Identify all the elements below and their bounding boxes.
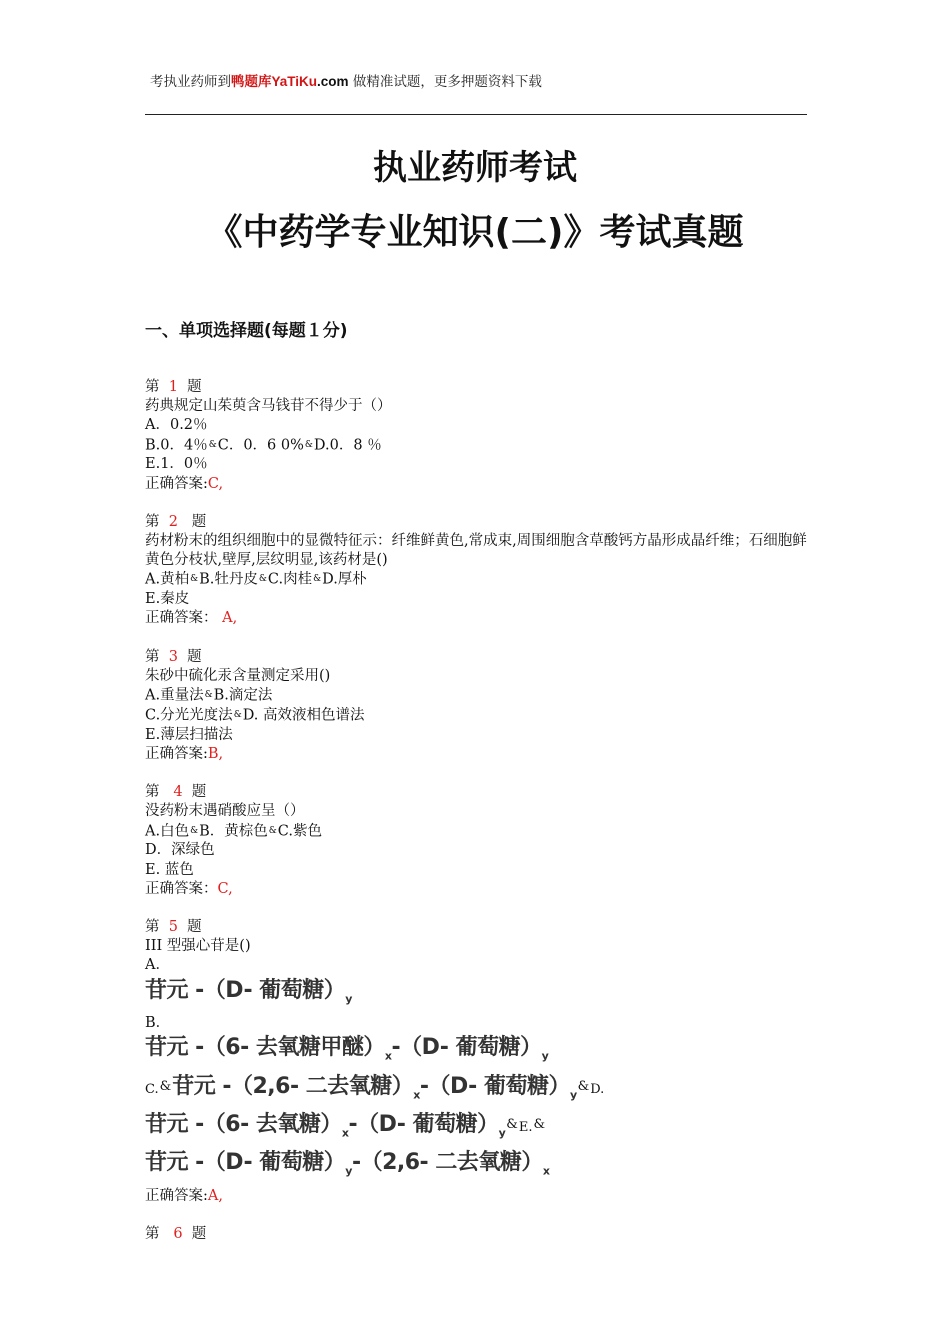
page-header [150, 70, 542, 90]
question-header: 第 4 题 [145, 784, 207, 801]
options-row [145, 686, 815, 706]
question-4 [145, 783, 815, 899]
questions-list [145, 378, 815, 1263]
option-d: D.厚朴 [322, 572, 367, 589]
separator-icon: & [190, 825, 199, 836]
section-title: 一、单项选择题(每题１分) [145, 321, 348, 341]
option-b: B.滴定法 [213, 687, 273, 704]
option-e: E.秦皮 [145, 591, 190, 608]
formula-option-a: 苷元 -（D- 葡萄糖）$_y$ [145, 977, 352, 1005]
separator-icon: & [304, 439, 313, 450]
question-stem: 没药粉末遇硝酸应呈（） [145, 803, 305, 820]
question-stem: 朱砂中硫化汞含量测定采用() [145, 667, 331, 684]
answer-value: B, [207, 745, 224, 762]
formula-option-c-row: C.&苷元 -（2,6- 二去氧糖）$_x-(D-$ 葡萄糖）$_y\&D$. [145, 1073, 605, 1101]
option-c: C. [145, 1081, 159, 1097]
formula-option-e: 苷元 -（D- 葡萄糖）$_y-(2,6-$ 二去氧糖）$_x$ [145, 1150, 550, 1178]
option-e: E.薄层扫描法 [145, 726, 233, 743]
separator-icon: & [258, 574, 267, 585]
option-a: A.白色 [145, 823, 190, 840]
separator-icon: & [533, 1116, 546, 1132]
option-d: D.0．8 ％ [313, 437, 382, 454]
separator-icon: & [208, 439, 217, 450]
option-a: A.黄柏 [145, 572, 190, 589]
question-5 [145, 918, 815, 1206]
question-number: 2 [168, 513, 178, 530]
options-row [145, 436, 815, 456]
question-number: 3 [168, 648, 178, 665]
question-6 [145, 1225, 815, 1244]
answer-line: 正确答案:C, [145, 475, 224, 492]
separator-icon: & [204, 690, 213, 701]
header-brand: 鸭题库 [231, 74, 272, 90]
option-a: A．0.2％ [145, 417, 208, 434]
question-stem: III 型强心苷是() [145, 938, 251, 955]
question-stem: 药典规定山茱萸含马钱苷不得少于（） [145, 398, 392, 415]
options-row [145, 822, 815, 842]
header-domain: YaTiKu [271, 74, 318, 89]
separator-icon: & [159, 1078, 172, 1094]
separator-icon: & [268, 825, 277, 836]
option-b: B.牡丹皮 [199, 572, 258, 589]
option-b: B．黄棕色 [199, 823, 268, 840]
question-number: 5 [168, 918, 178, 935]
option-a: A． [145, 957, 170, 974]
option-c: C．0．6 0% [217, 437, 304, 454]
header-rule [145, 114, 807, 115]
question-header: 第 6 题 [145, 1225, 207, 1242]
formula-option-d-row: 苷元 -（6- 去氧糖）$_x-(D-$ 葡萄糖）$_y\&E.\&$ [145, 1111, 546, 1140]
header-tld: .com [317, 74, 349, 89]
header-prefix: 考执业药师到 [150, 74, 231, 90]
answer-line: 正确答案:B, [145, 745, 224, 762]
separator-icon: & [190, 574, 199, 585]
option-b: B.0．4％ [145, 437, 208, 454]
question-3 [145, 648, 815, 764]
option-e: E. 蓝色 [145, 861, 194, 878]
option-e: E.1．0％ [145, 456, 208, 473]
title-line-1: 执业药师考试 [373, 148, 577, 188]
separator-icon: & [313, 574, 322, 585]
option-d: D．深绿色 [145, 842, 215, 859]
option-a: A.重量法 [145, 687, 204, 704]
option-e: E. [518, 1119, 533, 1135]
title-line-2: 《中药学专业知识(二)》考试真题 [206, 212, 744, 253]
answer-value: C, [207, 475, 224, 492]
question-number: 1 [168, 379, 178, 395]
question-number: 4 [173, 784, 183, 801]
option-c: C.紫色 [277, 823, 322, 840]
options-row [145, 570, 815, 590]
header-suffix: 做精准试题，更多押题资料下载 [348, 74, 542, 90]
answer-line: 正确答案： A, [145, 610, 238, 627]
answer-value: A, [222, 610, 238, 627]
answer-value: C, [217, 880, 233, 897]
option-c: C.分光光度法 [145, 707, 233, 724]
question-stem: 药材粉末的组织细胞中的显微特征示：纤维鲜黄色,常成束,周围细胞含草酸钙方晶形成晶纤维；石细胞鲜黄色分枝状,壁厚,层纹明显,该药材是() [145, 533, 807, 569]
question-header: 第 3 题 [145, 648, 202, 665]
separator-icon: & [577, 1078, 590, 1094]
separator-icon: & [233, 709, 242, 720]
option-c: C.肉桂 [267, 572, 313, 589]
options-row [145, 706, 815, 726]
question-header: 第 5 题 [145, 918, 202, 935]
option-d: D. [590, 1081, 605, 1097]
answer-value: A, [207, 1187, 223, 1204]
separator-icon: & [506, 1116, 518, 1132]
option-d: D. 高效液相色谱法 [242, 707, 365, 724]
question-2 [145, 513, 815, 629]
question-number: 6 [173, 1225, 183, 1242]
answer-line: 正确答案:A, [145, 1187, 223, 1204]
question-1 [145, 378, 815, 494]
option-b: B． [145, 1014, 171, 1031]
formula-option-b: 苷元 -（6- 去氧糖甲醚）$_x-(D-$ 葡萄糖）$_y$ [145, 1035, 549, 1063]
answer-line: 正确答案：C, [145, 880, 233, 897]
question-header: 第 2 题 [145, 513, 207, 530]
question-header: 第 1 题 [145, 379, 202, 395]
